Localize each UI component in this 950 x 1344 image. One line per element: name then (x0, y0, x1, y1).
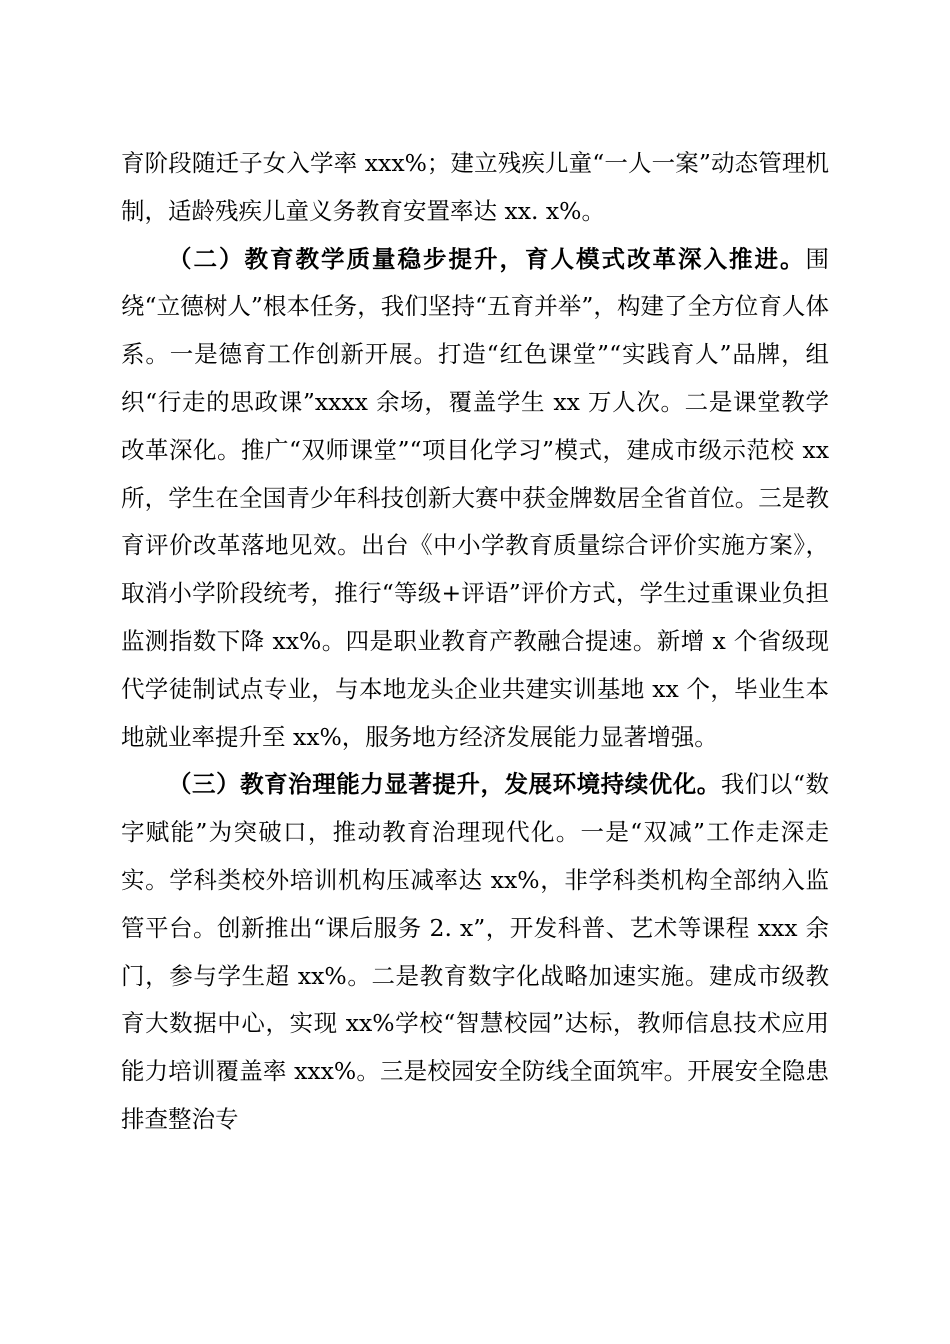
section-heading-2: （二）教育教学质量稳步提升，育人模式改革深入推进。 (168, 244, 806, 273)
document-body (121, 140, 829, 1144)
paragraph-quality (121, 236, 829, 762)
section-heading-3: （三）教育治理能力显著提升，发展环境持续优化。 (168, 770, 721, 799)
paragraph-text: 围绕“立德树人”根本任务，我们坚持“五育并举”，构建了全方位育人体系。一是德育工作创新开展。打造“红色课堂”“实践育人”品牌，组织“行走的思政课”xxxx 余场，覆盖学生 xx 万人次。二是课堂教学改革深化。推广“双师课堂”“项目化学习”模式，建成市级示范校 xx 所，学生在全国青少年科技创新大赛中获金牌数居全省首位。三是教育评价改革落地见效。出台《中小学教育质量综合评价实施方案》，取消小学阶段统考，推行“等级+评语”评价方式，学生过重课业负担监测指数下降 xx%。四是职业教育产教融合提速。新增 x 个省级现代学徒制试点专业，与本地龙头企业共建实训基地 xx 个，毕业生本地就业率提升至 xx%，服务地方经济发展能力显著增强。 (121, 244, 829, 751)
paragraph-text: 育阶段随迁子女入学率 xxx%；建立残疾儿童“一人一案”动态管理机制，适龄残疾儿童义务教育安置率达 xx. x%。 (121, 149, 829, 225)
paragraph-governance (121, 761, 829, 1143)
paragraph-text: 我们以“数字赋能”为突破口，推动教育治理现代化。一是“双减”工作走深走实。学科类校外培训机构压减率达 xx%，非学科类机构全部纳入监管平台。创新推出“课后服务 2. x”，开发科普、艺术等课程 xxx 余门，参与学生超 xx%。二是教育数字化战略加速实施。建成市级教育大数据中心，实现 xx%学校“智慧校园”达标，教师信息技术应用能力培训覆盖率 xxx%。三是校园安全防线全面筑牢。开展安全隐患排查整治专 (121, 770, 830, 1133)
paragraph-continuation (121, 140, 829, 236)
